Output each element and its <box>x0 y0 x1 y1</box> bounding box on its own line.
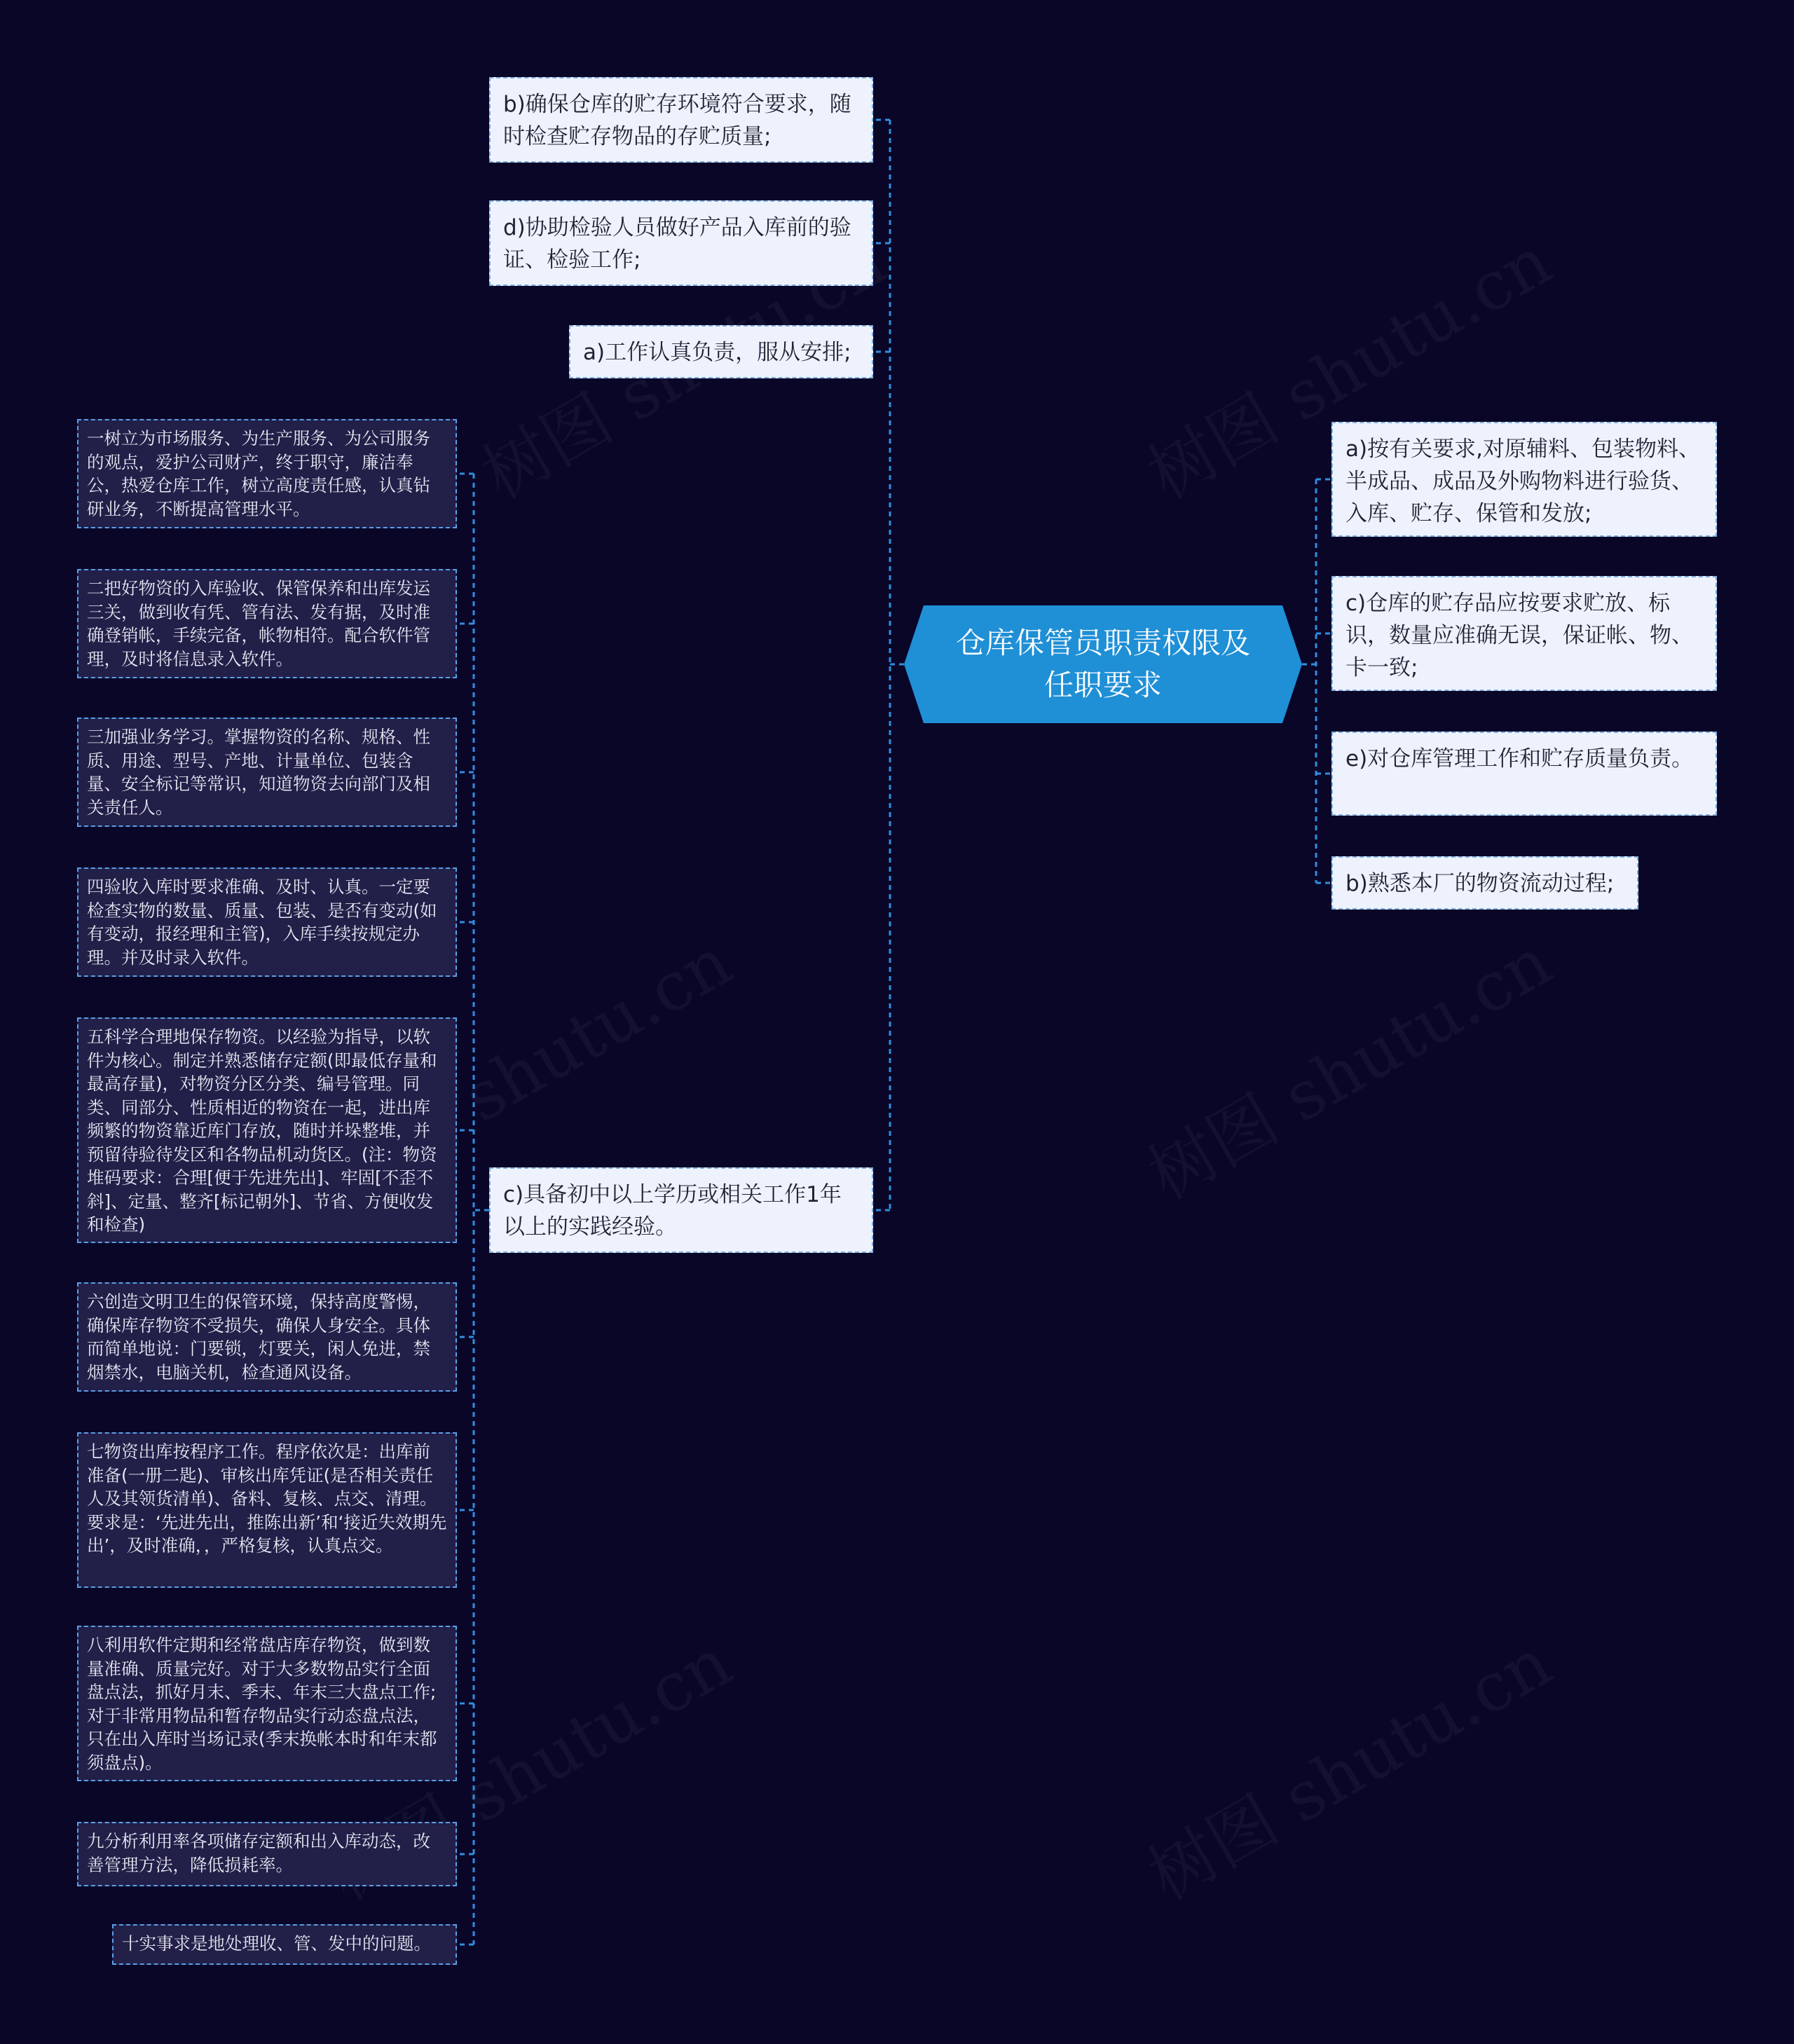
branch-right-a-label: a)按有关要求,对原辅料、包装物料、半成品、成品及外购物料进行验货、入库、贮存、保管和发放; <box>1346 437 1700 526</box>
sub-item-6[interactable] <box>77 1282 457 1392</box>
branch-left-d[interactable] <box>489 200 873 286</box>
branch-right-b[interactable] <box>1331 856 1638 910</box>
sub-item-2-text: 二把好物资的入库验收、保管保养和出库发运三关，做到收有凭、管有法、发有据，及时准确登销帐，手续完备，帐物相符。配合软件管理，及时将信息录入软件。 <box>87 578 430 669</box>
branch-left-c-label: c)具备初中以上学历或相关工作1年以上的实践经验。 <box>503 1182 842 1240</box>
central-topic[interactable] <box>904 605 1302 723</box>
sub-item-7-text: 七物资出库按程序工作。程序依次是：出库前准备(一册二匙)、审核出库凭证(是否相关责任人及其领货清单)、备料、复核、点交、清理。要求是：‘先进先出，推陈出新’和‘接近失效期先出’，及时准确，，严格复核，认真点交。 <box>87 1441 447 1556</box>
sub-item-7[interactable] <box>77 1432 457 1588</box>
sub-item-8[interactable] <box>77 1626 457 1781</box>
sub-item-9-text: 九分析利用率各项储存定额和出入库动态，改善管理方法，降低损耗率。 <box>87 1831 430 1875</box>
branch-right-c[interactable] <box>1331 576 1717 691</box>
sub-item-3[interactable] <box>77 718 457 827</box>
sub-item-3-text: 三加强业务学习。掌握物资的名称、规格、性质、用途、型号、产地、计量单位、包装含量、安全标记等常识，知道物资去向部门及相关责任人。 <box>87 727 430 818</box>
sub-item-6-text: 六创造文明卫生的保管环境，保持高度警惕，确保库存物资不受损失，确保人身安全。具体而简单地说：门要锁，灯要关，闲人免进，禁烟禁水，电脑关机，检查通风设备。 <box>87 1291 430 1383</box>
sub-item-5[interactable] <box>77 1017 457 1243</box>
sub-item-5-text: 五科学合理地保存物资。以经验为指导，以软件为核心。制定并熟悉储存定额(即最低存量和最高存量)，对物资分区分类、编号管理。同类、同部分、性质相近的物资在一起，进出库频繁的物资靠近库门存放，随时并垛整堆，并预留待验待发区和各物品机动货区。(注：物资堆码要求：合理[便于先进先出]、牢固[不歪不斜]、定量、整齐[标记朝外]、节省、方便收发和检查) <box>87 1027 437 1235</box>
sub-item-1[interactable] <box>77 419 457 528</box>
branch-left-c[interactable] <box>489 1167 873 1253</box>
branch-left-d-label: d)协助检验人员做好产品入库前的验证、检验工作; <box>503 215 851 273</box>
sub-item-4[interactable] <box>77 867 457 977</box>
branch-right-e[interactable] <box>1331 732 1717 816</box>
sub-item-10[interactable] <box>112 1924 457 1965</box>
sub-item-1-text: 一树立为市场服务、为生产服务、为公司服务的观点，爱护公司财产，终于职守，廉洁奉公，热爱仓库工作，树立高度责任感，认真钻研业务，不断提高管理水平。 <box>87 428 430 519</box>
branch-left-a-label: a)工作认真负责，服从安排; <box>583 340 851 365</box>
branch-left-b-label: b)确保仓库的贮存环境符合要求，随时检查贮存物品的存贮质量; <box>503 92 851 149</box>
sub-item-9[interactable] <box>77 1822 457 1886</box>
sub-item-8-text: 八利用软件定期和经常盘店库存物资，做到数量准确、质量完好。对于大多数物品实行全面盘点法，抓好月末、季末、年末三大盘点工作;对于非常用物品和暂存物品实行动态盘点法，只在出入库时当场记录(季末换帐本时和年末都须盘点)。 <box>87 1635 437 1773</box>
branch-right-c-label: c)仓库的贮存品应按要求贮放、标识，数量应准确无误，保证帐、物、卡一致; <box>1346 591 1693 680</box>
sub-item-4-text: 四验收入库时要求准确、及时、认真。一定要检查实物的数量、质量、包装、是否有变动(如有变动，报经理和主管)，入库手续按规定办理。并及时录入软件。 <box>87 877 437 968</box>
central-topic-label: 仓库保管员职责权限及任职要求 <box>955 626 1250 702</box>
branch-right-a[interactable] <box>1331 422 1717 537</box>
sub-item-10-text: 十实事求是地处理收、管、发中的问题。 <box>122 1933 431 1954</box>
sub-item-2[interactable] <box>77 569 457 678</box>
branch-right-e-label: e)对仓库管理工作和贮存质量负责。 <box>1346 746 1694 771</box>
branch-left-b[interactable] <box>489 77 873 163</box>
branch-left-a[interactable] <box>569 325 873 378</box>
branch-right-b-label: b)熟悉本厂的物资流动过程; <box>1346 871 1615 896</box>
